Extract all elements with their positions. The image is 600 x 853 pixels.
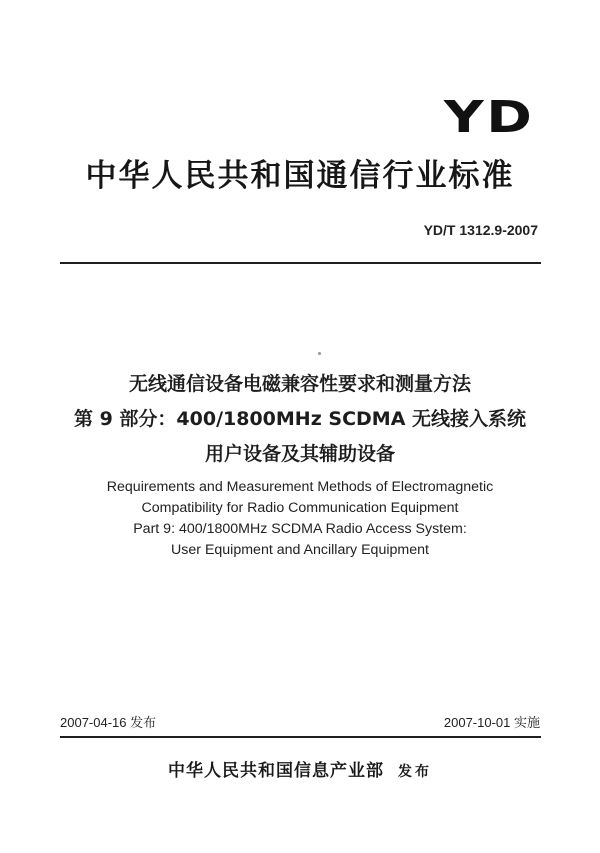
standard-logo: YD bbox=[443, 92, 534, 143]
standard-number: YD/T 1312.9-2007 bbox=[423, 222, 538, 238]
scan-speck bbox=[318, 352, 321, 355]
issuer-suffix: 发布 bbox=[398, 764, 432, 780]
english-title-line-2: Compatibility for Radio Communication Equipment bbox=[141, 500, 459, 516]
issuer-line bbox=[0, 756, 600, 781]
top-divider bbox=[60, 262, 541, 264]
chinese-title-line-3: 用户设备及其辅助设备 bbox=[204, 443, 395, 465]
english-title-line-3: Part 9: 400/1800MHz SCDMA Radio Access System: bbox=[133, 521, 467, 537]
bottom-divider bbox=[60, 736, 541, 738]
chinese-title-line-2: 第 9 部分：400/1800MHz SCDMA 无线接入系统 bbox=[73, 408, 527, 430]
issue-date: 2007-04-16 发布 bbox=[60, 715, 157, 730]
issuer-name: 中华人民共和国信息产业部 bbox=[168, 761, 384, 781]
english-title-line-4: User Equipment and Ancillary Equipment bbox=[171, 542, 429, 558]
chinese-title-line-1: 无线通信设备电磁兼容性要求和测量方法 bbox=[128, 373, 471, 395]
implementation-date: 2007-10-01 实施 bbox=[443, 715, 540, 730]
standard-category-title: 中华人民共和国通信行业标准 bbox=[85, 158, 515, 194]
english-title-line-1: Requirements and Measurement Methods of Electromagnetic bbox=[106, 479, 494, 495]
